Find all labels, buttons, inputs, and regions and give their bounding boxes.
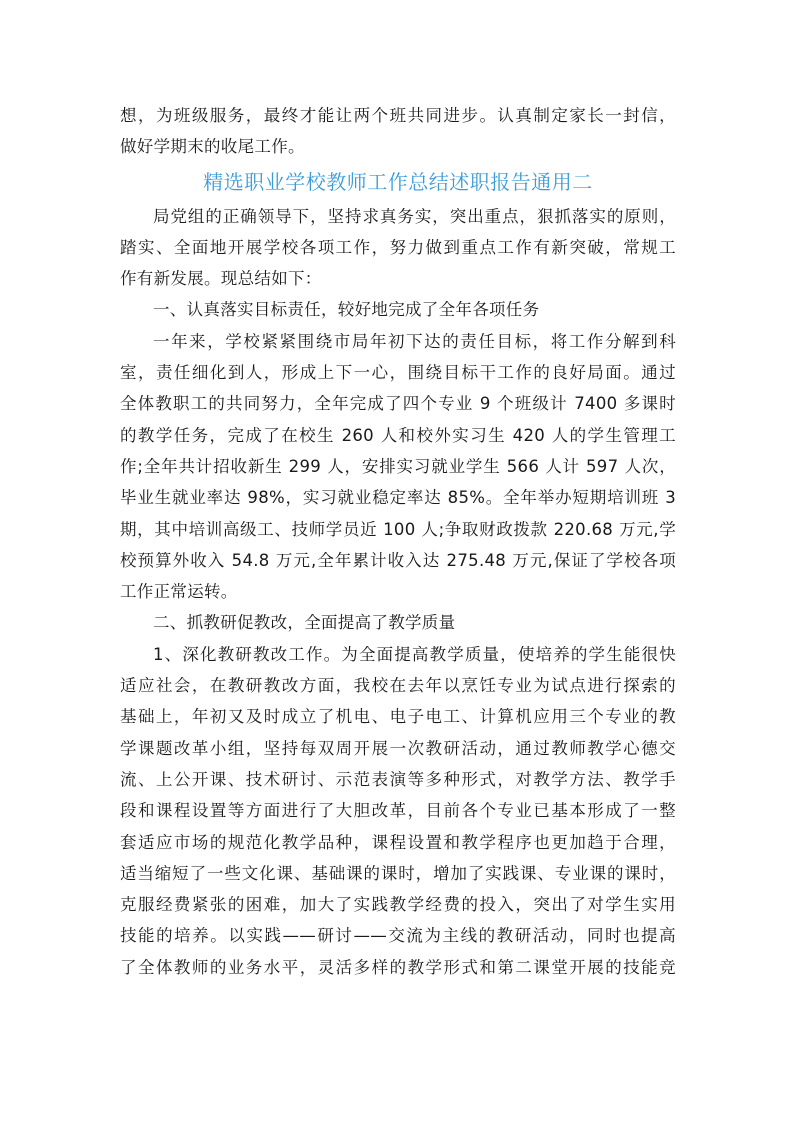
- paragraph-3-line-5: 流、上公开课、技术研讨、示范表演等多种形式，对教学方法、教学手: [120, 769, 676, 789]
- paragraph-3-line-1: 1、深化教研教改工作。为全面提高教学质量，使培养的学生能很快: [153, 644, 676, 664]
- intro-line-1: 想，为班级服务，最终才能让两个班共同进步。认真制定家长一封信，: [120, 106, 676, 125]
- paragraph-2-line-7: 期，其中培训高级工、技师学员近 100 人;争取财政拨款 220.68 万元,学: [120, 519, 676, 539]
- paragraph-2-line-8: 校预算外收入 54.8 万元,全年累计收入达 275.48 万元,保证了学校各项: [120, 550, 676, 570]
- paragraph-3-line-2: 适应社会，在教研教改方面，我校在去年以烹饪专业为试点进行探索的: [120, 676, 676, 696]
- document-title: 精选职业学校教师工作总结述职报告通用二: [203, 169, 593, 194]
- paragraph-3-line-7: 套适应市场的规范化教学品种，课程设置和教学程序也更加趋于合理，: [120, 832, 676, 852]
- paragraph-2-line-5: 作;全年共计招收新生 299 人，安排实习就业学生 566 人计 597 人次，: [120, 456, 676, 476]
- section-heading-2: 二、抓教研促教改，全面提高了教学质量: [153, 613, 456, 633]
- paragraph-2-line-3: 全体教职工的共同努力，全年完成了四个专业 9 个班级计 7400 多课时: [120, 394, 676, 414]
- paragraph-3-line-9: 克服经费紧张的困难，加大了实践教学经费的投入，突出了对学生实用: [120, 895, 676, 915]
- paragraph-3-line-10: 技能的培养。以实践——研讨——交流为主线的教研活动，同时也提高: [120, 926, 676, 946]
- paragraph-3-line-6: 段和课程设置等方面进行了大胆改革，目前各个专业已基本形成了一整: [120, 801, 676, 821]
- paragraph-1-line-1: 局党组的正确领导下，坚持求真务实，突出重点，狠抓落实的原则，: [153, 206, 676, 226]
- document-page: [120, 100, 676, 983]
- intro-line-2: 做好学期末的收尾工作。: [120, 137, 305, 157]
- paragraph-2-line-2: 室，责任细化到人，形成上下一心，围绕目标干工作的良好局面。通过: [120, 363, 676, 383]
- paragraph-2-line-4: 的教学任务，完成了在校生 260 人和校外实习生 420 人的学生管理工: [120, 425, 676, 445]
- paragraph-1-line-3: 作有新发展。现总结如下：: [120, 269, 322, 289]
- section-heading-1: 一、认真落实目标责任，较好地完成了全年各项任务: [153, 300, 540, 320]
- paragraph-3-line-11: 了全体教师的业务水平，灵活多样的教学形式和第二课堂开展的技能竞: [120, 957, 676, 977]
- paragraph-2-line-9: 工作正常运转。: [120, 582, 238, 602]
- paragraph-2-line-6: 毕业生就业率达 98%，实习就业稳定率达 85%。全年举办短期培训班 3: [120, 488, 676, 508]
- paragraph-3-line-3: 基础上，年初又及时成立了机电、电子电工、计算机应用三个专业的教: [120, 707, 676, 727]
- paragraph-1-line-2: 踏实、全面地开展学校各项工作，努力做到重点工作有新突破，常规工: [120, 237, 676, 257]
- paragraph-2-line-1: 一年来，学校紧紧围绕市局年初下达的责任目标，将工作分解到科: [153, 331, 676, 351]
- paragraph-3-line-8: 适当缩短了一些文化课、基础课的课时，增加了实践课、专业课的课时，: [120, 863, 676, 883]
- paragraph-3-line-4: 学课题改革小组，坚持每双周开展一次教研活动，通过教师教学心德交: [120, 738, 676, 758]
